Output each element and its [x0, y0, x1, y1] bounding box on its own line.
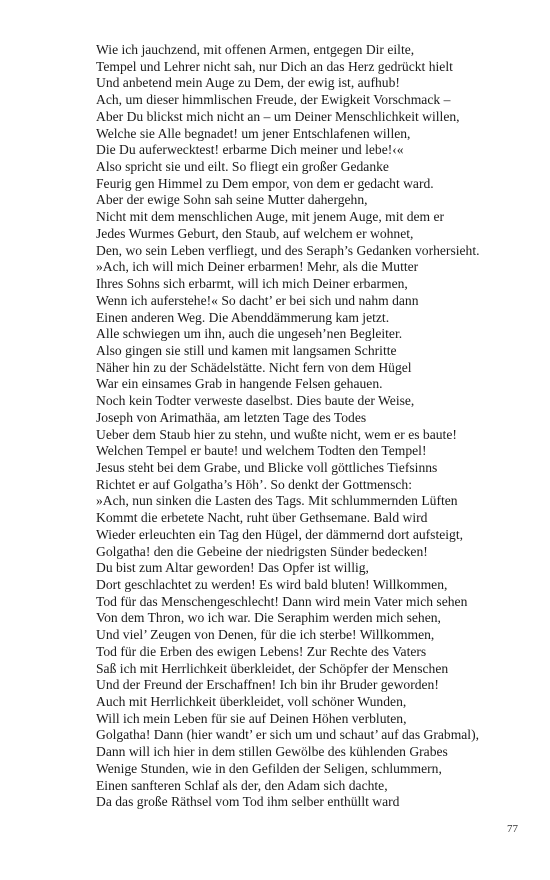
verse-line: Und anbetend mein Auge zu Dem, der ewig ist, aufhub!	[96, 75, 400, 91]
verse-line: Den, wo sein Leben verfliegt, und des Seraph’s Gedanken vorhersieht.	[96, 242, 480, 258]
verse-line: Golgatha! Dann (hier wandt’ er sich um und schaut’ auf das Grabmal),	[96, 727, 480, 743]
verse-line: Jedes Wurmes Geburt, den Staub, auf welchem er wohnet,	[96, 225, 414, 241]
verse-line: Also spricht sie und eilt. So fliegt ein großer Gedanke	[96, 159, 389, 175]
verse-line: Alle schwiegen um ihn, auch die ungeseh’nen Begleiter.	[96, 326, 403, 342]
verse-line: Von dem Thron, wo ich war. Die Seraphim werden mich sehen,	[96, 610, 441, 626]
verse-line: Aber Du blickst mich nicht an – um Deiner Menschlichkeit willen,	[96, 108, 460, 124]
verse-line: Noch kein Todter verweste daselbst. Dies baute der Weise,	[96, 393, 415, 409]
verse-line: Also gingen sie still und kamen mit langsamen Schritte	[96, 342, 397, 358]
verse-line: Dann will ich hier in dem stillen Gewölbe des kühlenden Grabes	[96, 744, 448, 760]
verse-line: Und viel’ Zeugen von Denen, für die ich sterbe! Willkommen,	[96, 627, 435, 643]
verse-line: Wenn ich auferstehe!« So dacht’ er bei sich und nahm dann	[96, 292, 419, 308]
verse-line: Feurig gen Himmel zu Dem empor, von dem er gedacht ward.	[96, 175, 434, 191]
verse-line: Du bist zum Altar geworden! Das Opfer ist willig,	[96, 560, 369, 576]
verse-line: Auch mit Herrlichkeit überkleidet, voll schöner Wunden,	[96, 694, 407, 710]
verse-line: Welche sie Alle begnadet! um jener Entschlafenen willen,	[96, 125, 411, 141]
verse-line: Tod für die Erben des ewigen Lebens! Zur Rechte des Vaters	[96, 643, 427, 659]
verse-line: Dort geschlachtet zu werden! Es wird bald bluten! Willkommen,	[96, 577, 448, 592]
verse-line: Nicht mit dem menschlichen Auge, mit jenem Auge, mit dem er	[96, 209, 445, 225]
verse-line: Golgatha! den die Gebeine der niedrigsten Sünder bedecken!	[96, 543, 428, 559]
verse-line: »Ach, ich will mich Deiner erbarmen! Mehr, als die Mutter	[96, 259, 419, 275]
verse-line: Ach, um dieser himmlischen Freude, der Ewigkeit Vorschmack –	[96, 92, 451, 108]
verse-line: Wieder erleuchten ein Tag den Hügel, der dämmernd dort aufsteigt,	[96, 526, 464, 542]
verse-line: Einen sanfteren Schlaf als der, den Adam sich dachte,	[96, 777, 388, 793]
verse-line: »Ach, nun sinken die Lasten des Tags. Mit schlummernden Lüften	[96, 493, 458, 509]
verse-line: Näher hin zu der Schädelstätte. Nicht fern von dem Hügel	[96, 359, 412, 375]
verse-line: Da das große Räthsel vom Tod ihm selber enthüllt ward	[96, 794, 400, 810]
verse-line: Tempel und Lehrer nicht sah, nur Dich an das Herz gedrückt hielt	[96, 58, 453, 74]
verse-line: Jesus steht bei dem Grabe, und Blicke voll göttliches Tiefsinns	[96, 459, 438, 475]
verse-line: Joseph von Arimathäa, am letzten Tage des Todes	[96, 409, 367, 425]
verse-line: Die Du auferwecktest! erbarme Dich meiner und lebe!‹«	[96, 142, 404, 158]
verse-line: Richtet er auf Golgatha’s Höh’. So denkt der Gottmensch:	[96, 476, 412, 492]
verse-text-block	[96, 42, 536, 811]
verse-line: Ihres Sohns sich erbarmt, will ich mich Deiner erbarmen,	[96, 276, 408, 292]
verse-line: Will ich mein Leben für sie auf Deinen Höhen verbluten,	[96, 710, 407, 726]
verse-line: Einen anderen Weg. Die Abenddämmerung kam jetzt.	[96, 309, 390, 325]
verse-line: Aber der ewige Sohn sah seine Mutter dahergehn,	[96, 192, 368, 208]
verse-line: Wie ich jauchzend, mit offenen Armen, entgegen Dir eilte,	[96, 42, 415, 57]
verse-line: Ueber dem Staub hier zu stehn, und wußte nicht, wem er es baute!	[96, 426, 457, 442]
verse-line: Welchen Tempel er baute! und welchem Todten den Tempel!	[96, 443, 427, 459]
page-number: 77	[507, 823, 518, 835]
verse-line: War ein einsames Grab in hangende Felsen gehauen.	[96, 376, 383, 392]
verse-line: Kommt die erbetete Nacht, ruht über Gethsemane. Bald wird	[96, 510, 428, 526]
verse-line: Und der Freund der Erschaffnen! Ich bin ihr Bruder geworden!	[96, 677, 439, 693]
verse-line: Tod für das Menschengeschlecht! Dann wird mein Vater mich sehen	[96, 593, 468, 609]
verse-line: Saß ich mit Herrlichkeit überkleidet, der Schöpfer der Menschen	[96, 660, 449, 676]
verse-line: Wenige Stunden, wie in den Gefilden der Seligen, schlummern,	[96, 760, 442, 776]
